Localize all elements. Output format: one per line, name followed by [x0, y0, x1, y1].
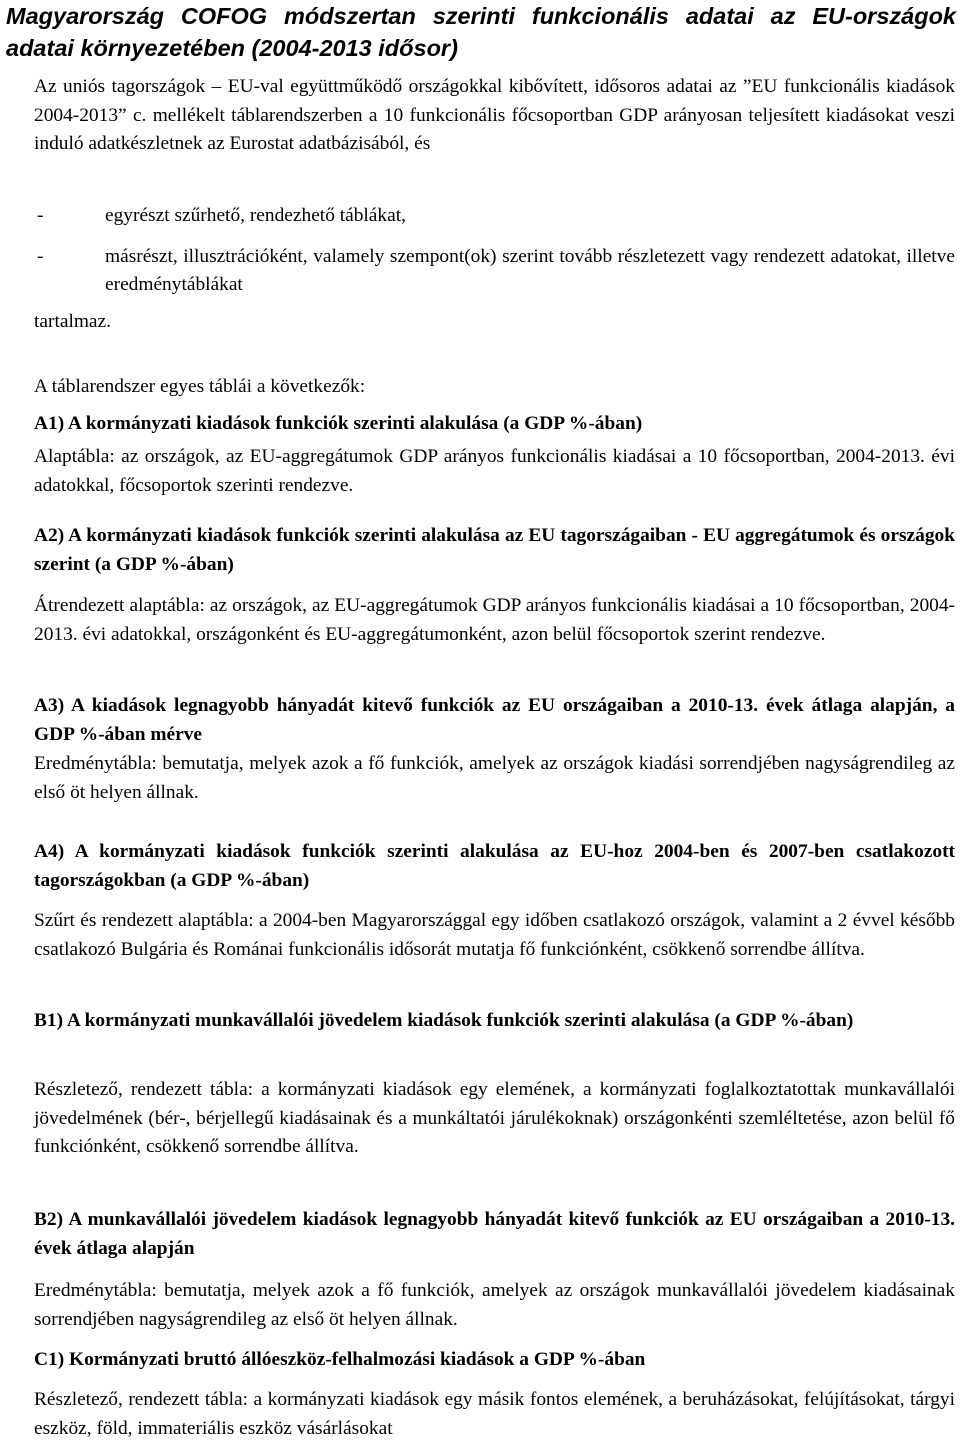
bullet-dash: -	[37, 245, 44, 267]
document-title: Magyarország COFOG módszertan szerinti funkcionális adatai az EU-országok adatai környezetében (2004-2013 idősor)	[6, 3, 956, 61]
tartalmaz-text: tartalmaz.	[34, 311, 111, 332]
section-body-a4: Szűrt és rendezett alaptábla: a 2004-ben Magyarországgal egy időben csatlakozó országok, valamint a 2 évvel később csatlakozó Bulgária és Románai funkcionális idősorát mutatja fő funkciónként, csökkenő sorrendbe állítva.	[34, 910, 955, 960]
section-heading-c1: C1) Kormányzati bruttó állóeszköz-felhalmozási kiadások a GDP %-ában	[34, 1349, 646, 1370]
list-intro: A táblarendszer egyes táblái a következők:	[34, 376, 366, 397]
section-body-a1: Alaptábla: az országok, az EU-aggregátumok GDP arányos funkcionális kiadásai a 10 főcsoportban, 2004-2013. évi adatokkal, főcsoportok szerinti rendezve.	[34, 446, 955, 496]
intro-paragraph: Az uniós tagországok – EU-val együttműködő országokkal kibővített, idősoros adatai az ”EU funkcionális kiadások 2004-2013” c. mellékelt táblarendszerben a 10 funkcionális főcsoportban GDP arányosan teljesített kiadásokat veszi induló adatkészletnek az Eurostat adatbázisából, és	[34, 76, 955, 154]
section-body-b1: Részletező, rendezett tábla: a kormányzati kiadások egy elemének, a kormányzati foglalkoztatottak munkavállalói jövedelmének (bér-, bérjellegű kiadásainak és a munkáltatói járulékoknak) országonkénti szemléltetése, azon belül fő funkciónként, csökkenő sorrendbe állítva.	[34, 1079, 955, 1157]
bullet-text: másrészt, illusztrációként, valamely szempont(ok) szerint tovább részletezett vagy rendezett adatokat, illetve eredménytáblákat	[105, 245, 955, 295]
bullet-list	[34, 202, 955, 300]
section-heading-a3: A3) A kiadások legnagyobb hányadát kitevő funkciók az EU országaiban a 2010-13. évek átlaga alapján, a GDP %-ában mérve	[34, 695, 955, 745]
bullet-dash: -	[37, 205, 44, 226]
section-heading-a1: A1) A kormányzati kiadások funkciók szerinti alakulása (a GDP %-ában)	[34, 413, 643, 434]
section-heading-b1: B1) A kormányzati munkavállalói jövedelem kiadások funkciók szerinti alakulása (a GDP %-ában)	[34, 1010, 854, 1031]
section-heading-a2: A2) A kormányzati kiadások funkciók szerinti alakulása az EU tagországaiban - EU aggregátumok és országok szerint (a GDP %-ában)	[34, 525, 955, 575]
section-body-c1: Részletező, rendezett tábla: a kormányzati kiadások egy másik fontos elemének, a beruházásokat, felújításokat, tárgyi eszköz, föld, immateriális eszköz vásárlásokat	[34, 1389, 955, 1439]
bullet-item	[34, 202, 955, 231]
bullet-item	[34, 243, 955, 300]
section-body-a2: Átrendezett alaptábla: az országok, az EU-aggregátumok GDP arányos funkcionális kiadásai a 10 főcsoportban, 2004-2013. évi adatokkal, országonként és EU-aggregátumonként, azon belül főcsoportok szerint rendezve.	[34, 595, 955, 645]
section-heading-a4: A4) A kormányzati kiadások funkciók szerinti alakulása az EU-hoz 2004-ben és 2007-ben csatlakozott tagországokban (a GDP %-ában)	[34, 841, 955, 891]
section-heading-b2: B2) A munkavállalói jövedelem kiadások legnagyobb hányadát kitevő funkciók az EU országaiban a 2010-13. évek átlaga alapján	[34, 1209, 955, 1259]
section-body-b2: Eredménytábla: bemutatja, melyek azok a fő funkciók, amelyek az országok munkavállalói jövedelem kiadásainak sorrendjében nagyságrendileg az első öt helyen állnak.	[34, 1280, 955, 1330]
section-body-a3: Eredménytábla: bemutatja, melyek azok a fő funkciók, amelyek az országok kiadási sorrendjében nagyságrendileg az első öt helyen állnak.	[34, 753, 955, 803]
bullet-text: egyrészt szűrhető, rendezhető táblákat,	[105, 205, 406, 226]
